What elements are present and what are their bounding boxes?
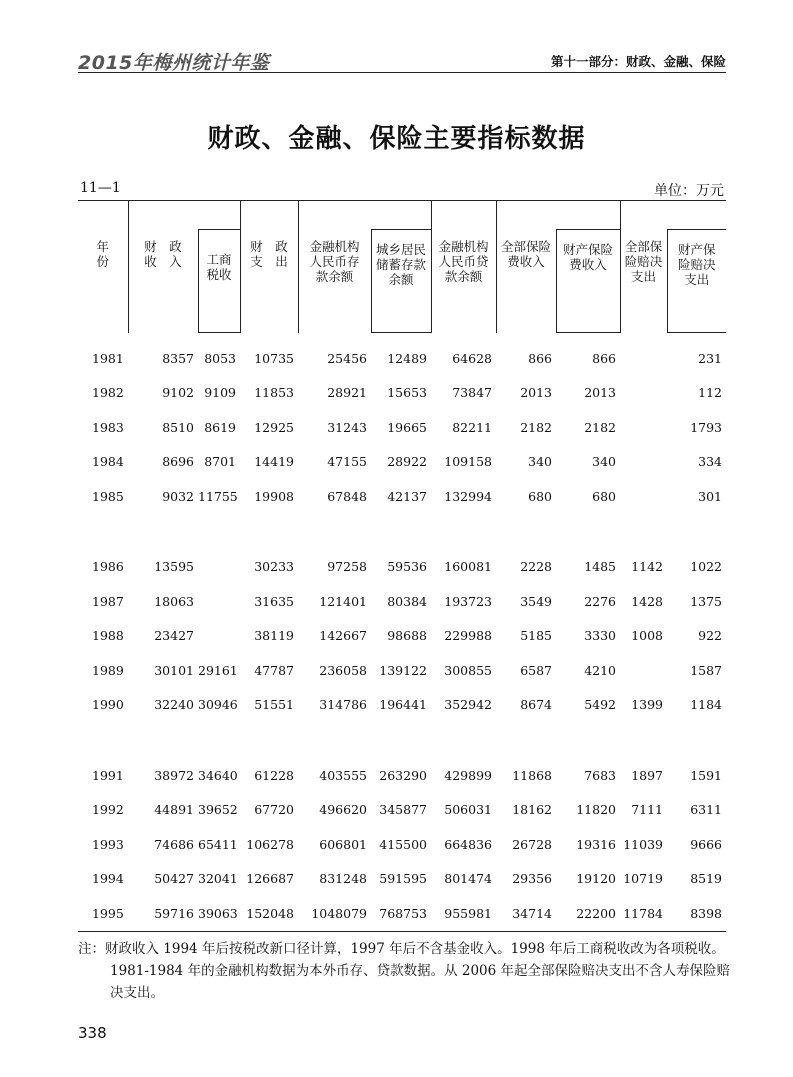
page-title: 财政、金融、保险主要指标数据 [207, 124, 586, 154]
value-cell: 67720 [254, 802, 294, 818]
year-cell: 1992 [92, 802, 124, 818]
value-cell: 29356 [512, 871, 552, 887]
value-cell: 263290 [379, 767, 427, 783]
value-cell: 26728 [512, 836, 552, 852]
value-cell [620, 410, 667, 445]
value-cell: 4210 [584, 662, 616, 678]
year-cell: 1995 [78, 896, 128, 931]
value-cell: 3330 [584, 628, 616, 644]
value-cell: 47155 [327, 454, 367, 470]
value-cell: 1184 [690, 697, 722, 713]
value-cell: 30101 [154, 662, 194, 678]
value-cell: 30946 [198, 697, 238, 713]
year-cell: 1982 [92, 385, 124, 401]
value-cell: 25456 [327, 350, 367, 366]
table-row [78, 862, 726, 897]
value-cell: 6311 [690, 802, 722, 818]
value-cell: 2276 [584, 593, 616, 609]
value-cell: 126687 [246, 871, 294, 887]
value-cell: 19665 [387, 419, 427, 435]
value-cell [198, 550, 240, 585]
value-cell: 340 [592, 454, 616, 470]
value-cell: 160081 [444, 559, 492, 575]
value-cell: 1793 [690, 419, 722, 435]
value-cell: 51551 [254, 697, 294, 713]
value-cell: 334 [698, 454, 722, 470]
value-cell: 1142 [631, 559, 663, 575]
value-cell: 301 [698, 488, 722, 504]
value-cell: 5492 [584, 697, 616, 713]
value-cell: 196441 [379, 697, 427, 713]
value-cell: 74686 [154, 836, 194, 852]
value-cell: 340 [528, 454, 552, 470]
value-cell: 3549 [520, 593, 552, 609]
value-cell: 19908 [254, 488, 294, 504]
value-cell: 42137 [387, 488, 427, 504]
value-cell: 429899 [444, 767, 492, 783]
year-cell: 1983 [92, 419, 124, 435]
year-cell: 1994 [92, 871, 124, 887]
value-cell: 61228 [254, 767, 294, 783]
value-cell [620, 445, 667, 480]
value-cell: 44891 [154, 802, 194, 818]
value-cell: 34714 [496, 896, 556, 931]
value-cell: 112 [698, 385, 722, 401]
value-cell: 1022 [690, 559, 722, 575]
group-spacer [78, 722, 726, 758]
header-deposit-balance: 金融机构人民币存款余额 [298, 201, 371, 333]
value-cell: 866 [528, 350, 552, 366]
value-cell: 11868 [512, 767, 552, 783]
value-cell: 19120 [576, 871, 616, 887]
value-cell: 38972 [154, 767, 194, 783]
value-cell: 39652 [198, 802, 238, 818]
header-property-claims: 财产保险赔决支出 [667, 230, 726, 333]
value-cell: 496620 [319, 802, 367, 818]
value-cell: 831248 [319, 871, 367, 887]
value-cell [620, 376, 667, 411]
footnote-text: 注：财政收入 1994 年后按税改新口径计算，1997 年后不含基金收入。1998 年后工商税收改为各项税收。1981-1984 年的金融机构数据为本外币存、贷款数据。从 2006 年起全部保险赔决支出不含人寿保险赔决支出。 [78, 941, 731, 1001]
value-cell: 65411 [198, 836, 238, 852]
value-cell: 12925 [254, 419, 294, 435]
table-row [78, 827, 726, 862]
value-cell: 15653 [387, 385, 427, 401]
value-cell: 11853 [254, 385, 294, 401]
page-number: 338 [78, 1024, 107, 1042]
year-cell: 1993 [92, 836, 124, 852]
value-cell: 231 [698, 350, 722, 366]
value-cell: 229988 [444, 628, 492, 644]
value-cell: 7683 [584, 767, 616, 783]
value-cell: 8053 [204, 350, 236, 366]
value-cell: 801474 [444, 871, 492, 887]
value-cell: 10735 [254, 350, 294, 366]
value-cell: 922 [698, 628, 722, 644]
value-cell: 2013 [584, 385, 616, 401]
value-cell: 18063 [154, 593, 194, 609]
value-cell: 314786 [319, 697, 367, 713]
value-cell: 142667 [319, 628, 367, 644]
value-cell: 32041 [198, 871, 238, 887]
value-cell: 9102 [162, 385, 194, 401]
value-cell: 8398 [667, 896, 726, 931]
value-cell: 29161 [198, 662, 238, 678]
table-body [78, 333, 726, 932]
value-cell: 7111 [631, 802, 663, 818]
value-cell: 1587 [690, 662, 722, 678]
value-cell: 1428 [631, 593, 663, 609]
header-fiscal-revenue: 财 政收 入 [128, 201, 198, 333]
value-cell: 8519 [690, 871, 722, 887]
value-cell: 1591 [690, 767, 722, 783]
value-cell: 664836 [444, 836, 492, 852]
value-cell: 10719 [623, 871, 663, 887]
table-row [78, 376, 726, 411]
header-insurance-premium: 全部保险费收入 [496, 201, 556, 333]
value-cell: 34640 [198, 767, 238, 783]
value-cell: 8674 [520, 697, 552, 713]
value-cell: 606801 [319, 836, 367, 852]
value-cell: 8701 [204, 454, 236, 470]
value-cell: 768753 [371, 896, 431, 931]
year-cell: 1987 [92, 593, 124, 609]
value-cell: 106278 [246, 836, 294, 852]
table-row [78, 688, 726, 723]
header-year: 年份 [78, 201, 128, 333]
value-cell [620, 653, 667, 688]
value-cell: 38119 [254, 628, 294, 644]
value-cell: 30233 [254, 559, 294, 575]
value-cell: 193723 [444, 593, 492, 609]
header-business-tax: 工商税收 [198, 230, 240, 333]
value-cell: 80384 [387, 593, 427, 609]
value-cell: 591595 [379, 871, 427, 887]
header-property-premium: 财产保险费收入 [556, 230, 620, 333]
value-cell: 680 [592, 488, 616, 504]
value-cell: 8357 [162, 350, 194, 366]
value-cell: 32240 [154, 697, 194, 713]
table-row [78, 445, 726, 480]
value-cell: 31635 [254, 593, 294, 609]
value-cell: 109158 [444, 454, 492, 470]
value-cell: 64628 [452, 350, 492, 366]
value-cell: 1375 [690, 593, 722, 609]
value-cell: 2228 [520, 559, 552, 575]
table-row [78, 550, 726, 585]
year-cell: 1989 [92, 662, 124, 678]
value-cell: 13595 [154, 559, 194, 575]
value-cell: 236058 [319, 662, 367, 678]
value-cell: 59716 [128, 896, 198, 931]
table-row [78, 896, 726, 931]
value-cell: 50427 [154, 871, 194, 887]
table-row [78, 584, 726, 619]
value-cell: 9109 [204, 385, 236, 401]
value-cell: 152048 [240, 896, 298, 931]
section-title: 第十一部分：财政、金融、保险 [550, 54, 726, 69]
value-cell: 39063 [198, 896, 240, 931]
value-cell [620, 479, 667, 514]
value-cell: 403555 [319, 767, 367, 783]
value-cell: 18162 [512, 802, 552, 818]
value-cell: 11820 [576, 802, 616, 818]
value-cell: 28921 [327, 385, 367, 401]
header-savings-balance: 城乡居民储蓄存款余额 [371, 230, 431, 333]
value-cell [198, 584, 240, 619]
value-cell [198, 619, 240, 654]
value-cell: 5185 [520, 628, 552, 644]
value-cell: 415500 [379, 836, 427, 852]
footnote [78, 938, 730, 1004]
table-row [78, 653, 726, 688]
value-cell: 19316 [576, 836, 616, 852]
value-cell: 22200 [556, 896, 620, 931]
value-cell: 12489 [387, 350, 427, 366]
value-cell: 955981 [431, 896, 496, 931]
year-cell: 1985 [92, 488, 124, 504]
value-cell: 1897 [631, 767, 663, 783]
table-row [78, 758, 726, 793]
table-id: 11—1 [80, 180, 121, 196]
value-cell: 8510 [162, 419, 194, 435]
year-cell: 1984 [92, 454, 124, 470]
value-cell: 6587 [520, 662, 552, 678]
value-cell: 82211 [452, 419, 492, 435]
table-row [78, 479, 726, 514]
value-cell: 352942 [444, 697, 492, 713]
value-cell: 2182 [520, 419, 552, 435]
indicator-table [78, 200, 726, 932]
value-cell: 14419 [254, 454, 294, 470]
value-cell: 1399 [631, 697, 663, 713]
value-cell: 345877 [379, 802, 427, 818]
page-header [78, 46, 726, 73]
value-cell: 11039 [623, 836, 663, 852]
value-cell: 1048079 [298, 896, 371, 931]
table-row [78, 333, 726, 376]
value-cell: 23427 [154, 628, 194, 644]
value-cell: 139122 [379, 662, 427, 678]
value-cell: 97258 [327, 559, 367, 575]
header-loan-balance: 金融机构人民币贷款余额 [431, 201, 496, 333]
value-cell: 866 [592, 350, 616, 366]
value-cell: 132994 [444, 488, 492, 504]
value-cell: 2182 [584, 419, 616, 435]
value-cell: 300855 [444, 662, 492, 678]
value-cell: 9032 [162, 488, 194, 504]
value-cell: 8619 [204, 419, 236, 435]
value-cell: 31243 [327, 419, 367, 435]
yearbook-title: 2015年梅州统计年鉴 [78, 52, 270, 74]
value-cell: 73847 [452, 385, 492, 401]
value-cell: 67848 [327, 488, 367, 504]
value-cell: 11784 [620, 896, 667, 931]
value-cell: 121401 [319, 593, 367, 609]
header-insurance-claims: 全部保险赔决支出 [620, 201, 667, 333]
value-cell: 47787 [254, 662, 294, 678]
value-cell: 1485 [584, 559, 616, 575]
header-fiscal-expenditure: 财 政支 出 [240, 201, 298, 333]
table-row [78, 410, 726, 445]
unit-label: 单位：万元 [654, 183, 724, 199]
table-row [78, 793, 726, 828]
year-cell: 1991 [92, 767, 124, 783]
year-cell: 1981 [92, 350, 124, 366]
value-cell: 506031 [444, 802, 492, 818]
value-cell: 680 [528, 488, 552, 504]
value-cell: 1008 [631, 628, 663, 644]
table-row [78, 619, 726, 654]
value-cell: 28922 [387, 454, 427, 470]
value-cell: 11755 [198, 488, 238, 504]
value-cell: 9666 [690, 836, 722, 852]
value-cell: 2013 [520, 385, 552, 401]
year-cell: 1990 [92, 697, 124, 713]
year-cell: 1986 [92, 559, 124, 575]
year-cell: 1988 [92, 628, 124, 644]
value-cell: 98688 [387, 628, 427, 644]
group-spacer [78, 514, 726, 550]
value-cell: 8696 [162, 454, 194, 470]
value-cell [620, 333, 667, 376]
value-cell: 59536 [387, 559, 427, 575]
